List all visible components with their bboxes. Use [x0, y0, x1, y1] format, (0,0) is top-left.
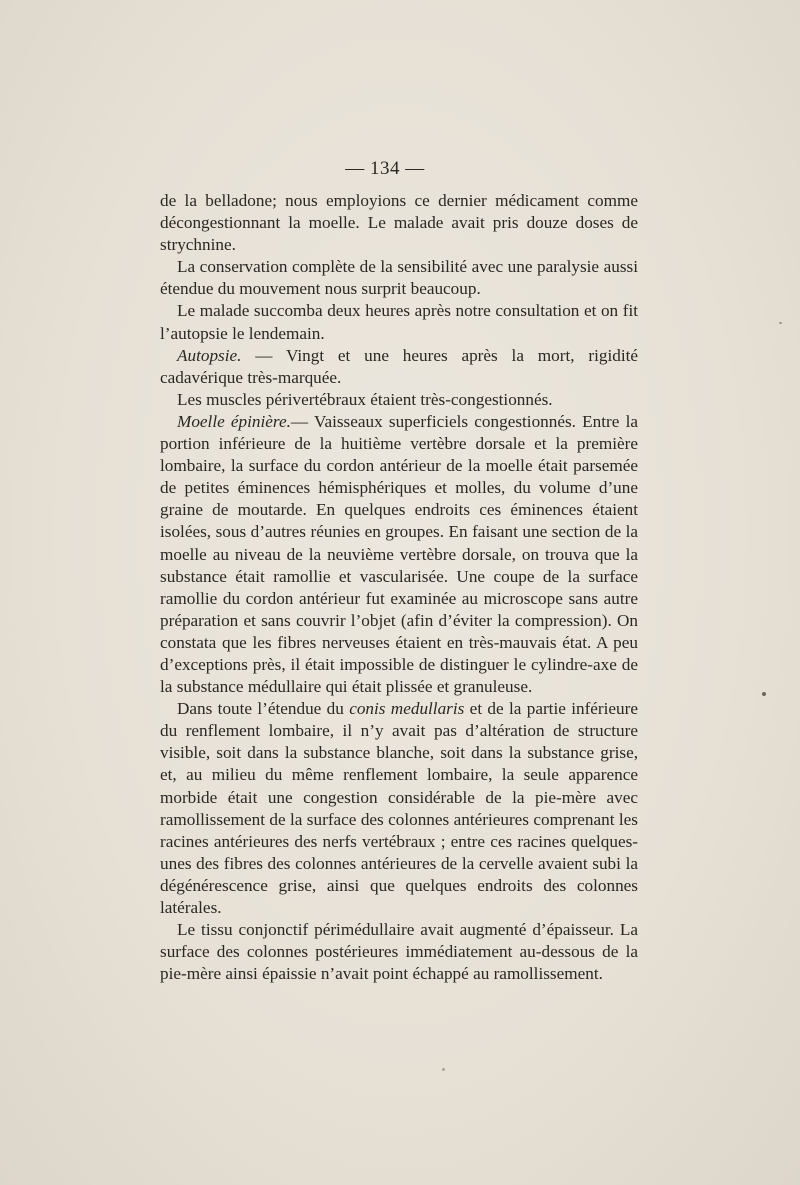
paragraph-0 [160, 190, 638, 256]
paragraph-text: Le tissu conjonctif périmédullaire avait augmenté d’épaisseur. La surface des colonnes postérieures immédiatement au-dessous de la pie-mère ainsi épaissie n’avait point échappé au ramollissement. [160, 920, 638, 984]
paragraph-text: de la belladone; nous employions ce dernier médicament comme décongestionnant la moelle. Le malade avait pris douze doses de strychnine. [160, 191, 638, 255]
paragraph-1 [160, 256, 638, 300]
paragraph-text: La conservation complète de la sensibilité avec une paralysie aussi étendue du mouvement nous surprit beaucoup. [160, 257, 638, 299]
section-heading-moelle: Moelle épinière. [177, 411, 291, 431]
page-number: — 134 — [345, 158, 425, 179]
paragraph-7 [160, 919, 638, 985]
paragraph-text: — Vingt et une heures après la mort, rigidité cadavérique très-marquée. [160, 345, 638, 387]
paragraph-2 [160, 300, 638, 344]
paragraph-text: Les muscles périvertébraux étaient très-congestionnés. [177, 389, 553, 409]
paper-speck [779, 322, 782, 324]
paragraph-3 [160, 345, 638, 389]
paragraph-text: Le malade succomba deux heures après notre consultation et on fit l’autopsie le lendemain. [160, 301, 638, 343]
paragraph-text: et de la partie inférieure du renflement lombaire, il n’y avait pas d’altération de structure visible, soit dans la substance blanche, soit dans la substance grise, et, au milieu du même renflement lombaire, la seule apparence morbide était une congestion considérable de la pie-mère avec ramollissement de la surface des colonnes antérieures comprenant les racines antérieures des nerfs vertébraux ; entre ces racines quelques-unes des fibres des colonnes antérieures de la cervelle avaient subi la dégénérescence grise, ainsi que quelques endroits des colonnes latérales. [160, 699, 638, 917]
paper-speck [762, 692, 766, 696]
paper-speck [442, 1068, 445, 1071]
body-text [160, 190, 638, 985]
paragraph-text: Dans toute l’étendue du [177, 699, 350, 719]
paragraph-6 [160, 698, 638, 919]
paragraph-text: — Vaisseaux superficiels congestionnés. Entre la portion inférieure de la huitième vertèbre dorsale et la première lombaire, la surface du cordon antérieur de la moelle était parsemée de petites éminences hémisphériques et molles, du volume d’une graine de moutarde. En quelques endroits ces éminences étaient isolées, sous d’autres réunies en groupes. En faisant une section de la moelle au niveau de la neuvième vertèbre dorsale, on trouva que la substance était ramollie et vascularisée. Une coupe de la surface ramollie du cordon antérieur fut examinée au microscope sans autre préparation et sans couvrir l’objet (afin d’éviter la compression). On constata que les fibres nerveuses étaient en très-mauvais état. A peu d’exceptions près, il était impossible de distinguer le cylindre-axe de la substance médullaire qui était plissée et granuleuse. [160, 411, 638, 697]
paragraph-4 [160, 389, 638, 411]
section-heading-autopsie: Autopsie. [177, 345, 242, 365]
paragraph-5 [160, 411, 638, 698]
latin-term: conis medullaris [349, 699, 465, 719]
